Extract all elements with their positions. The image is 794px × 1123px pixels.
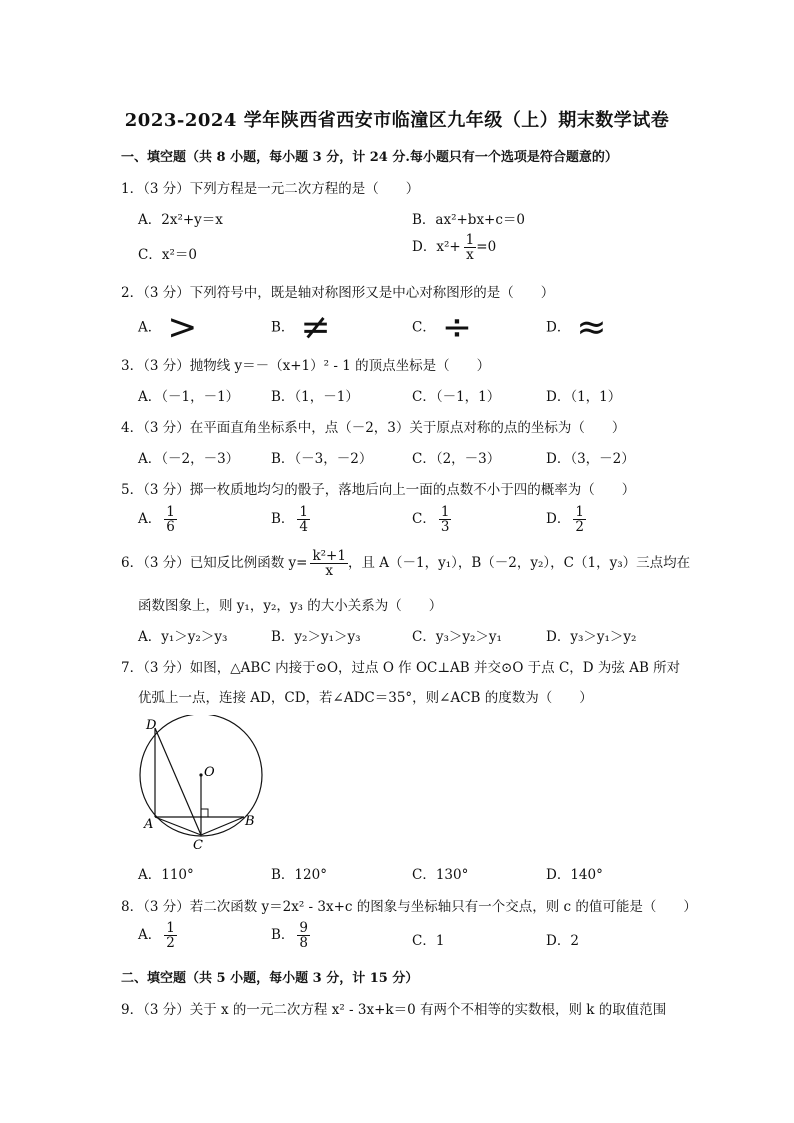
question-2-option-b [271, 307, 331, 348]
fraction-numerator: 9 [299, 920, 309, 936]
fraction-denominator: x [325, 563, 334, 580]
center-point [199, 773, 202, 776]
question-4-option-d: D．（3，－2） [546, 451, 635, 467]
fraction [464, 233, 477, 262]
fraction-numerator: 1 [440, 504, 450, 520]
question-5-option-b [271, 505, 310, 534]
question-8-option-b [271, 921, 310, 950]
fraction-denominator: 4 [299, 519, 309, 536]
label-a: A [144, 817, 154, 832]
question-1-stem: 1．（3 分）下列方程是一元二次方程的是（ ） [121, 181, 420, 197]
fraction [164, 505, 177, 534]
greater-than-symbol: > [167, 307, 198, 348]
question-3-option-d: D．（1，1） [546, 389, 622, 405]
question-3-option-a: A．（－1，－1） [138, 389, 240, 405]
question-8-stem: 8．（3 分）若二次函数 y＝2x² - 3x+c 的图象与坐标轴只有一个交点，则 c 的值可能是（ ） [121, 899, 697, 915]
question-5-stem: 5．（3 分）掷一枚质地均匀的骰子，落地后向上一面的点数不小于四的概率为（ ） [121, 482, 636, 498]
question-5-option-d [546, 505, 586, 534]
segment-dc [155, 728, 201, 835]
label-b: B [245, 814, 255, 829]
question-3-option-c: C．（－1，1） [412, 389, 501, 405]
expr-lead: x²+ [436, 239, 461, 256]
option-label: B． [271, 511, 295, 528]
question-7-option-d: D．140° [546, 867, 603, 883]
question-4-option-c: C．（2，－3） [412, 451, 501, 467]
fraction [573, 505, 586, 534]
question-7-stem: 7．（3 分）如图，△ABC 内接于⊙O，过点 O 作 OC⊥AB 并交⊙O 于点 C，D 为弦 AB 所对 [121, 660, 681, 676]
option-label: A． [138, 319, 162, 336]
not-equal-symbol: ≠ [300, 307, 331, 348]
question-6-option-d: D．y₃＞y₁＞y₂ [546, 629, 637, 645]
division-symbol: ÷ [441, 307, 473, 348]
option-label: B． [271, 319, 295, 336]
option-label: D． [546, 319, 571, 336]
right-angle-mark [201, 809, 208, 817]
question-5-option-c [412, 505, 451, 534]
fraction-numerator: 1 [166, 920, 175, 936]
question-1-option-c: C．x²＝0 [138, 247, 197, 263]
fraction-numerator: 1 [166, 504, 175, 520]
option-label: A． [138, 927, 162, 944]
stem-part-1: 6．（3 分）已知反比例函数 y= [121, 555, 308, 572]
question-4-option-b: B．（－3，－2） [271, 451, 373, 467]
question-2-option-a [138, 307, 198, 348]
question-3-stem: 3．（3 分）抛物线 y＝－（x+1）² - 1 的顶点坐标是（ ） [121, 358, 491, 374]
question-2-option-c [412, 307, 473, 348]
fraction [164, 921, 177, 950]
fraction [310, 549, 348, 578]
question-3-option-b: B．（1，－1） [271, 389, 359, 405]
question-6-stem-line2: 函数图象上，则 y₁，y₂，y₃ 的大小关系为（ ） [138, 598, 443, 614]
option-label: C． [412, 319, 436, 336]
question-1-option-b: B．ax²+bx+c＝0 [412, 212, 526, 228]
fraction-denominator: 8 [299, 935, 309, 952]
label-o: O [204, 765, 215, 780]
fraction-denominator: 3 [440, 519, 450, 536]
fraction-denominator: 2 [166, 935, 175, 952]
question-7-stem-line2: 优弧上一点，连接 AD，CD，若∠ADC＝35°，则∠ACB 的度数为（ ） [138, 690, 593, 706]
option-label: D． [546, 511, 571, 528]
question-6-option-c: C．y₃＞y₂＞y₁ [412, 629, 502, 645]
fraction-denominator: 6 [166, 519, 175, 536]
question-8-option-d: D．2 [546, 933, 579, 949]
label-d: D [146, 718, 157, 733]
question-6-stem [121, 549, 690, 578]
question-1-option-d [412, 233, 496, 262]
approx-equal-symbol: ≈ [576, 307, 607, 348]
fraction-numerator: 1 [575, 504, 584, 520]
question-7-option-c: C．130° [412, 867, 469, 883]
stem-part-2: ，且 A（－1，y₁），B（－2，y₂），C（1，y₃）三点均在 [347, 555, 691, 572]
question-2-stem: 2．（3 分）下列符号中，既是轴对称图形又是中心对称图形的是（ ） [121, 285, 555, 301]
expr-tail: =0 [476, 239, 497, 256]
fraction-numerator: 1 [465, 232, 475, 248]
fraction [439, 505, 452, 534]
fraction-denominator: 2 [575, 519, 584, 536]
section-2-heading: 二、填空题（共 5 小题，每小题 3 分，计 15 分） [121, 971, 419, 986]
question-9-stem: 9．（3 分）关于 x 的一元二次方程 x² - 3x+k＝0 有两个不相等的实数根，则 k 的取值范围 [121, 1002, 667, 1018]
question-5-option-a [138, 505, 177, 534]
question-2-option-d [546, 307, 607, 348]
fraction [297, 921, 310, 950]
page-title: 2023-2024 学年陕西省西安市临潼区九年级（上）期末数学试卷 [124, 110, 670, 131]
fraction-numerator: 1 [299, 504, 309, 520]
option-label: C． [412, 511, 436, 528]
question-6-option-a: A．y₁＞y₂＞y₃ [138, 629, 228, 645]
label-c: C [193, 838, 203, 853]
question-4-option-a: A．（－2，－3） [138, 451, 240, 467]
question-8-option-a [138, 921, 177, 950]
fraction [297, 505, 310, 534]
question-6-option-b: B．y₂＞y₁＞y₃ [271, 629, 361, 645]
fraction-numerator: k²+1 [312, 548, 346, 564]
section-1-heading: 一、填空题（共 8 小题，每小题 3 分，计 24 分.每小题只有一个选项是符合题意的） [121, 150, 618, 165]
option-label: D． [412, 239, 437, 256]
question-1-option-a: A．2x²+y＝x [138, 212, 223, 228]
question-8-option-c: C．1 [412, 933, 445, 949]
circle-figure [128, 715, 268, 855]
option-label: A． [138, 511, 162, 528]
question-4-stem: 4．（3 分）在平面直角坐标系中，点（－2，3）关于原点对称的点的坐标为（ ） [121, 420, 626, 436]
question-7-option-a: A．110° [138, 867, 194, 883]
option-label: B． [271, 927, 295, 944]
fraction-denominator: x [466, 247, 474, 264]
question-7-option-b: B．120° [271, 867, 327, 883]
